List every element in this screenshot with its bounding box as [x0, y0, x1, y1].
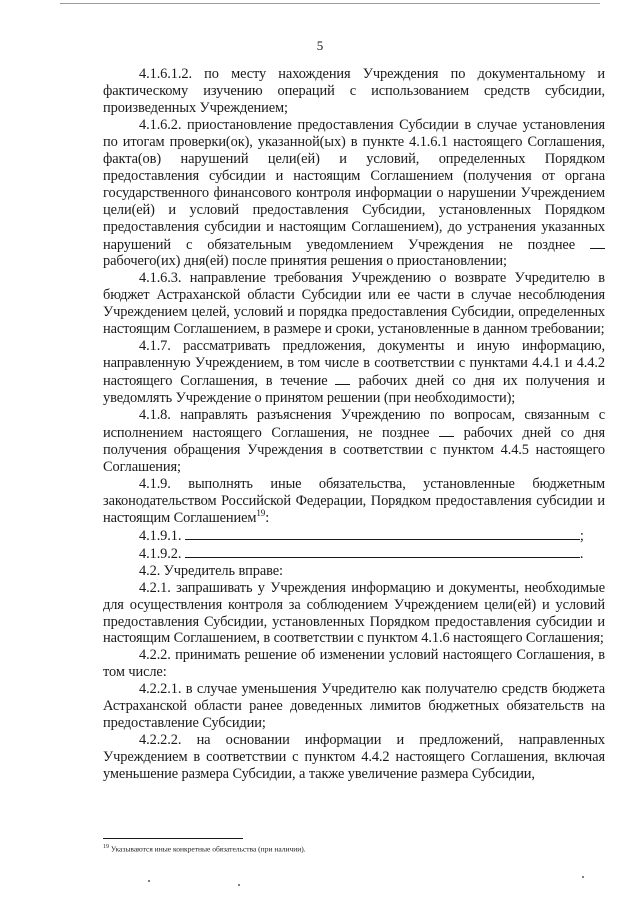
- footnote-separator: [103, 838, 243, 839]
- paragraph-4-1-6-2: [103, 117, 605, 271]
- paragraph-4-1-9: [103, 476, 605, 527]
- paragraph-4-1-9-2: [103, 545, 605, 563]
- scan-speck: [582, 876, 584, 878]
- paragraph-4-1-9-1: [103, 527, 605, 545]
- footnote-text: Указываются иные конкретные обязательства (при наличии).: [109, 844, 306, 854]
- line-end-punctuation: .: [579, 545, 584, 562]
- item-label: 4.1.9.1.: [139, 527, 182, 544]
- scan-speck: [148, 880, 150, 882]
- paragraph-text: :: [265, 509, 270, 526]
- blank-obligation-line: [185, 545, 580, 558]
- blank-days-field: [439, 424, 454, 437]
- page-number: 5: [316, 38, 324, 53]
- document-body: [103, 66, 605, 783]
- paragraph-4-2-2-1: 4.2.2.1. в случае уменьшения Учредителю как получателю средств бюджета Астраханской области ранее доведенных лимитов бюджетных обязательств на предоставление Субсидии;: [103, 681, 605, 732]
- paragraph-4-2-2-2: 4.2.2.2. на основании информации и предложений, направленных Учреждением в соответствии с пунктом 4.4.2 настоящего Соглашения, включая уменьшение размера Субсидии, а также увеличение размера Субсидии,: [103, 732, 605, 783]
- footnote-marker: 19: [103, 844, 109, 850]
- paragraph-text: рабочих дней со дня получения обращения Учреждения в соответствии с пунктом 4.4.5 настоящего Соглашения;: [103, 425, 605, 475]
- paragraph-4-2-1: 4.2.1. запрашивать у Учреждения информацию и документы, необходимые для осуществления контроля за соблюдением Учреждением цели(ей) и условий предоставления Субсидии, установленных Порядком предоставления субсидии и настоящим Соглашением, в соответствии с пунктом 4.1.6 настоящего Соглашения;: [103, 579, 605, 647]
- blank-obligation-line: [185, 527, 580, 540]
- blank-days-field: [335, 372, 350, 385]
- paragraph-text: рабочих дней со дня их получения и уведомлять Учреждение о принятом решении (при необходимости);: [103, 373, 605, 407]
- paragraph-4-1-8: [103, 407, 605, 476]
- paragraph-4-1-7: [103, 338, 605, 407]
- paragraph-text: 4.1.6.2. приостановление предоставления Субсидии в случае установления по итогам проверки(ок), указанной(ых) в пункте 4.1.6.1 настоящего Соглашения, факта(ов) нарушений цели(ей) и условий, определенных Порядком предоставления субсидии и настоящим Соглашением (получения от органа государственного финансового контроля информации о нарушении Учреждением цели(ей) и условий предоставления Субсидии, установленных Порядком предоставления субсидии и настоящим Соглашением), до устранения указанных нарушений с обязательным уведомлением Учреждения не позднее: [103, 116, 605, 253]
- paragraph-4-1-6-1-2: 4.1.6.1.2. по месту нахождения Учреждения по документальному и фактическому изучению операций с использованием средств субсидии, произведенных Учреждением;: [103, 66, 605, 116]
- blank-days-field: [590, 236, 605, 249]
- scan-speck: [238, 884, 240, 886]
- paragraph-text: 4.1.8. направлять разъяснения Учреждению по вопросам, связанным с исполнением настоящего Соглашения, не позднее: [103, 407, 605, 442]
- paragraph-4-2: 4.2. Учредитель вправе:: [139, 562, 283, 579]
- item-label: 4.1.9.2.: [139, 545, 182, 562]
- line-end-punctuation: ;: [579, 527, 584, 544]
- paragraph-4-1-6-3: 4.1.6.3. направление требования Учреждению о возврате Учредителю в бюджет Астраханской области Субсидии или ее части в случае несоблюдения Учреждением целей, условий и порядка предоставления Субсидии, определенных настоящим Соглашением, в размере и сроки, установленные в данном требовании;: [103, 270, 605, 338]
- page-top-edge-line: [60, 3, 600, 4]
- footnote: [103, 843, 603, 854]
- paragraph-4-2-2: 4.2.2. принимать решение об изменении условий настоящего Соглашения, в том числе:: [103, 647, 605, 681]
- paragraph-text: 4.1.7. рассматривать предложения, документы и иную информацию, направленную Учреждением, в том числе в соответствии с пунктами 4.4.1 и 4.4.2 настоящего Соглашения, в течение: [103, 338, 605, 390]
- paragraph-text: 4.1.9. выполнять иные обязательства, установленные бюджетным законодательством Российской Федерации, Порядком предоставления субсидии и настоящим Соглашением: [103, 475, 605, 526]
- paragraph-text: рабочего(их) дня(ей) после принятия решения о приостановлении;: [103, 253, 507, 270]
- footnote-reference: 19: [256, 507, 266, 518]
